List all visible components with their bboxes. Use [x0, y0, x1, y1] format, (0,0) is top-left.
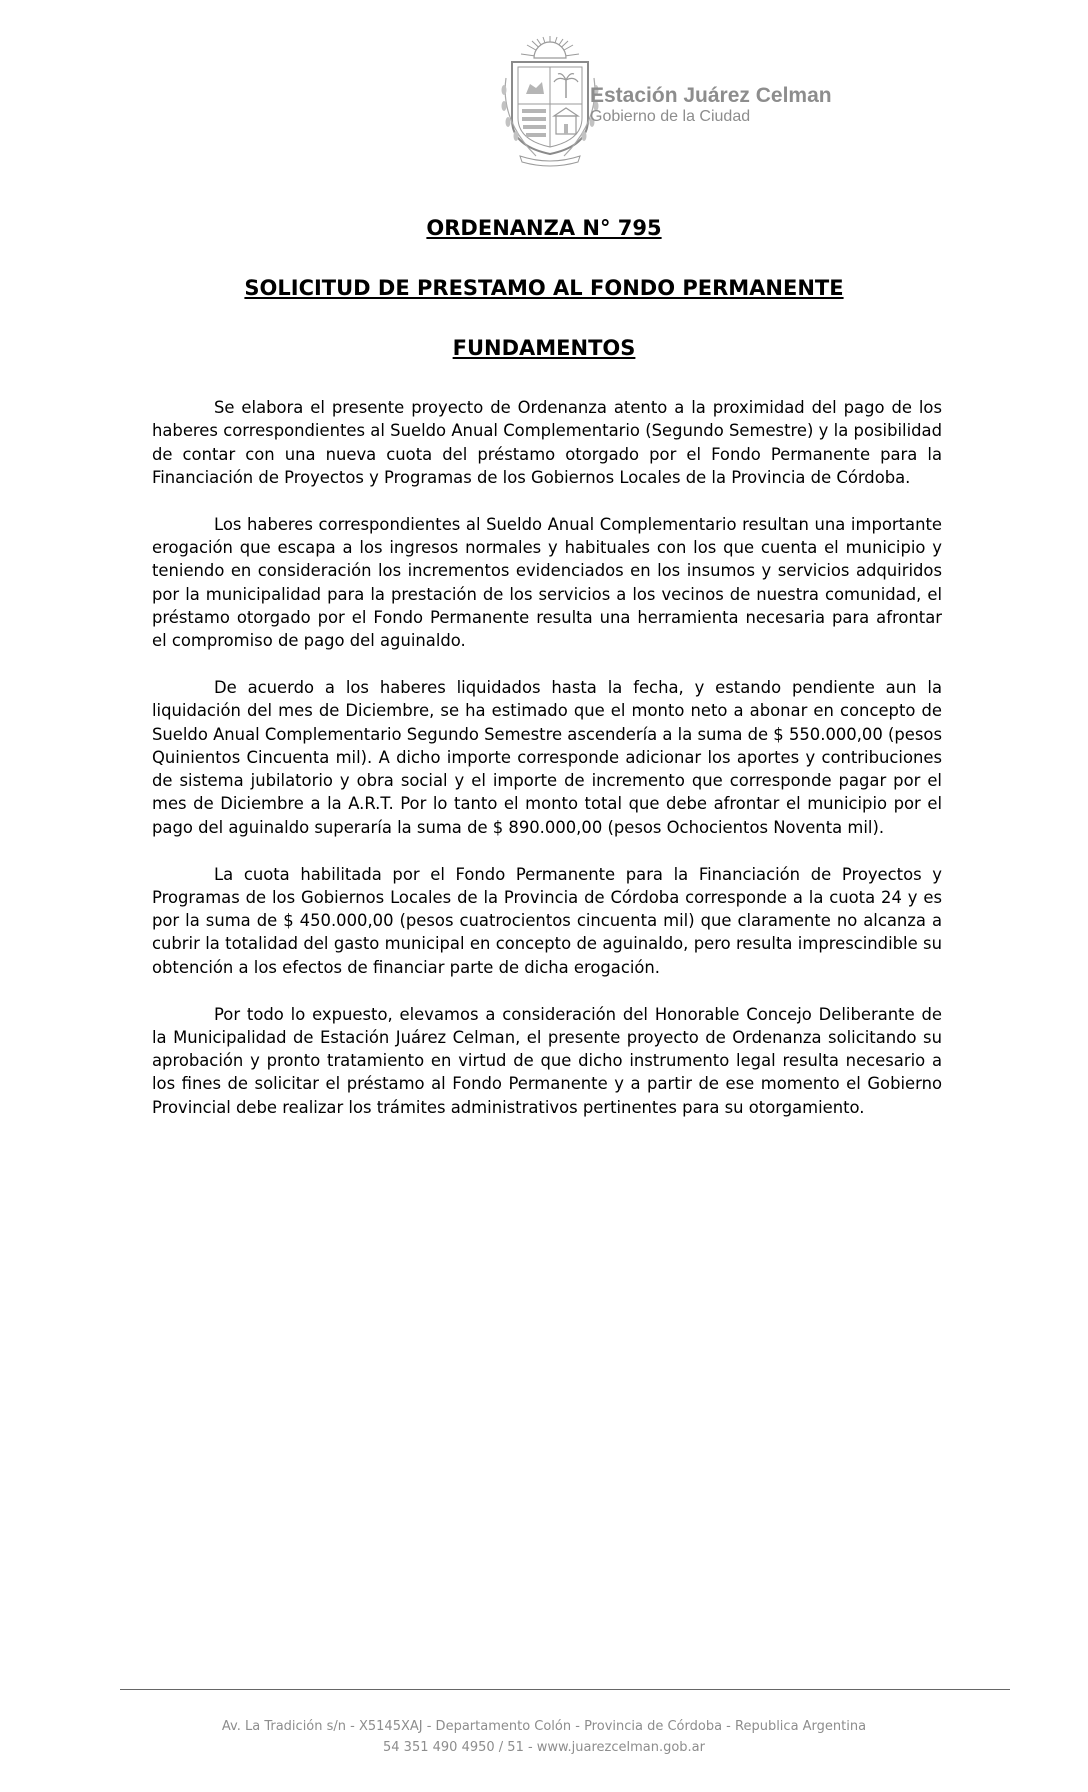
- organization-subtitle: Gobierno de la Ciudad: [590, 108, 751, 125]
- document-subtitle: SOLICITUD DE PRESTAMO AL FONDO PERMANENTE: [244, 276, 844, 300]
- document-title: ORDENANZA N° 795: [426, 216, 662, 240]
- organization-name: Estación Juárez Celman: [590, 84, 832, 107]
- document-body: [152, 396, 942, 1143]
- body-paragraph: Por todo lo expuesto, elevamos a consideración del Honorable Concejo Deliberante de la Municipalidad de Estación Juárez Celman, el presente proyecto de Ordenanza solicitando su aprobación y pronto tratamiento en virtud de que dicho instrumento legal resulta necesario a los fines de solicitar el préstamo al Fondo Permanente y a partir de ese momento el Gobierno Provincial debe realizar los trámites administrativos pertinentes para su otorgamiento.: [152, 1004, 942, 1117]
- body-paragraph: Se elabora el presente proyecto de Ordenanza atento a la proximidad del pago de los haberes correspondientes al Sueldo Anual Complementario (Segundo Semestre) y la posibilidad de contar con una nueva cuota del préstamo otorgado por el Fondo Permanente para la Financiación de Proyectos y Programas de los Gobiernos Locales de la Provincia de Córdoba.: [152, 398, 942, 487]
- section-heading: FUNDAMENTOS: [452, 336, 636, 360]
- body-paragraph: De acuerdo a los haberes liquidados hasta la fecha, y estando pendiente aun la liquidación del mes de Diciembre, se ha estimado que el monto neto a abonar en concepto de Sueldo Anual Complementario Segundo Semestre ascendería a la suma de $ 550.000,00 (pesos Quinientos Cincuenta mil). A dicho importe corresponde adicionar los aportes y contribuciones de sistema jubilatorio y obra social y el importe de incremento que corresponde pagar por el mes de Diciembre a la A.R.T. Por lo tanto el monto total que debe afrontar el municipio por el pago del aguinaldo superaría la suma de $ 890.000,00 (pesos Ochocientos Noventa mil).: [152, 677, 942, 837]
- body-paragraph: La cuota habilitada por el Fondo Permanente para la Financiación de Proyectos y Programas de los Gobiernos Locales de la Provincia de Córdoba corresponde a la cuota 24 y es por la suma de $ 450.000,00 (pesos cuatrocientos cincuenta mil) que claramente no alcanza a cubrir la totalidad del gasto municipal en concepto de aguinaldo, pero resulta imprescindible su obtención a los efectos de financiar parte de dicha erogación.: [152, 864, 942, 977]
- footer-divider: [120, 1689, 1010, 1690]
- footer-contact: 54 351 490 4950 / 51 - www.juarezcelman.gob.ar: [383, 1740, 705, 1755]
- organization-name-block: [590, 84, 832, 126]
- body-paragraph: Los haberes correspondientes al Sueldo Anual Complementario resultan una importante erogación que escapa a los ingresos normales y habituales con los que cuenta el municipio y teniendo en consideración los incrementos evidenciados en los insumos y servicios adquiridos por la municipalidad para la prestación de los servicios a los vecinos de nuestra comunidad, el préstamo otorgado por el Fondo Permanente resulta una herramienta necesaria para afrontar el compromiso de pago del aguinaldo.: [152, 514, 942, 651]
- footer-address: Av. La Tradición s/n - X5145XAJ - Departamento Colón - Provincia de Córdoba - Republica Argentina: [221, 1719, 867, 1734]
- letterhead: [490, 28, 870, 168]
- page-footer: [0, 1716, 1088, 1758]
